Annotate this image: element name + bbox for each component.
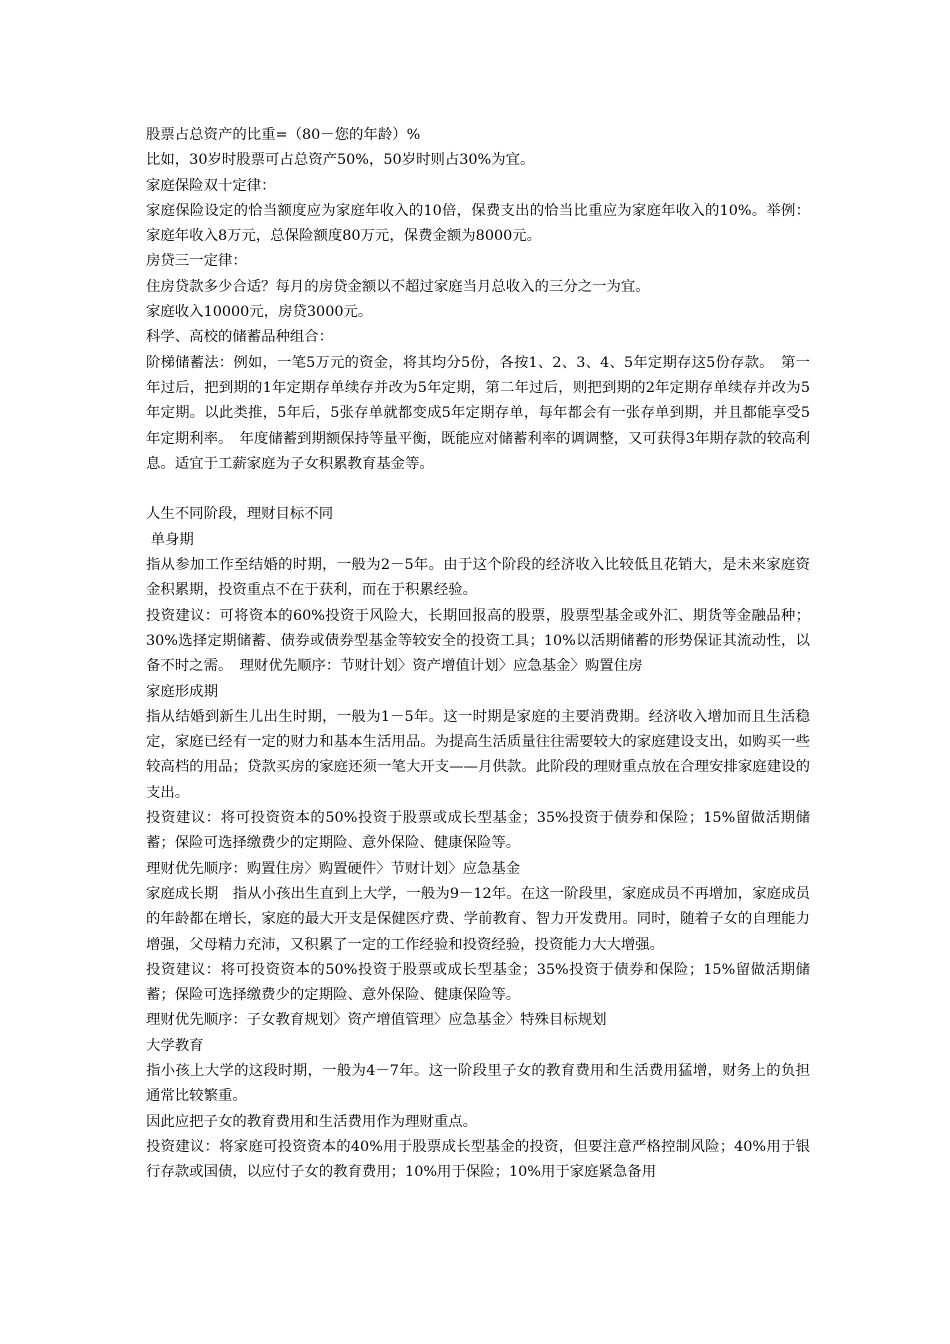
family-formation-text: 指从结婚到新生儿出生时期，一般为1－5年。这一时期是家庭的主要消费期。经济收入增加而且生活稳定，家庭已经有一定的财力和基本生活用品。为提高生活质量往往需要较大的家庭建设支出，如购买一些较高档的用品；贷款买房的家庭还须一笔大开支——月供款。此阶段的理财重点放在合理安排家庭建设的支出。 — [146, 708, 810, 801]
family-growth-priority: 理财优先顺序：子女教育规划〉资产增值管理〉应急基金〉特殊目标规划 — [146, 1012, 607, 1029]
college-stage-advice: 投资建议：将家庭可投资资本的40%用于股票成长型基金的投资，但要注意严格控制风险；40%用于银行存款或国债，以应付子女的教育费用；10%用于保险；10%用于家庭紧急备用 — [146, 1138, 810, 1181]
mortgage-rule-heading: 房贷三一定律： — [146, 253, 247, 270]
mortgage-rule-example: 家庭收入10000元，房贷3000元。 — [146, 304, 373, 321]
single-stage-heading: 单身期 — [146, 531, 194, 548]
insurance-rule-heading: 家庭保险双十定律： — [146, 177, 276, 194]
blank-line — [146, 477, 810, 502]
college-stage-focus: 因此应把子女的教育费用和生活费用作为理财重点。 — [146, 1113, 477, 1130]
family-formation-priority: 理财优先顺序：购置住房〉购置硬件〉节财计划〉应急基金 — [146, 860, 521, 877]
family-growth-text: 家庭成长期 指从小孩出生直到上大学，一般为9－12年。在这一阶段里，家庭成员不再增加，家庭成员的年龄都在增长，家庭的最大开支是保健医疗费、学前教育、智力开发费用。同时，随着子女的自理能力增强，父母精力充沛，又积累了一定的工作经验和投资经验，投资能力大大增强。 — [146, 885, 810, 953]
ladder-savings-text: 阶梯储蓄法：例如，一笔5万元的资金，将其均分5份，各按1、2、3、4、5年定期存这5份存款。 第一年过后，把到期的1年定期存单续存并改为5年定期，第二年过后，则把到期的2年定期存单续存并改为5年定期。以此类推，5年后，5张存单就都变成5年定期存单，每年都会有一张存单到期，并且都能享受5年定期利率。 年度储蓄到期额保持等量平衡，既能应对储蓄利率的调调整，又可获得3年期存款的较高利息。适宜于工薪家庭为子女积累教育基金等。 — [146, 354, 810, 472]
savings-combo-heading: 科学、高校的储蓄品种组合： — [146, 329, 334, 346]
single-stage-advice: 投资建议：可将资本的60%投资于风险大，长期回报高的股票，股票型基金或外汇、期货等金融品种；30%选择定期储蓄、债券或债券型基金等较安全的投资工具；10%以活期储蓄的形势保证其流动性，以备不时之需。 理财优先顺序：节财计划〉资产增值计划〉应急基金〉购置住房 — [146, 607, 810, 675]
family-formation-advice: 投资建议：将可投资资本的50%投资于股票或成长型基金；35%投资于债券和保险；15%留做活期储蓄；保险可选择缴费少的定期险、意外保险、健康保险等。 — [146, 810, 810, 852]
stock-ratio-example: 比如，30岁时股票可占总资产50%，50岁时则占30%为宜。 — [146, 152, 535, 169]
college-stage-heading: 大学教育 — [146, 1037, 204, 1054]
document-body — [146, 123, 810, 1185]
family-growth-advice: 投资建议：将可投资资本的50%投资于股票或成长型基金；35%投资于债券和保险；15%留做活期储蓄；保险可选择缴费少的定期险、意外保险、健康保险等。 — [146, 961, 810, 1004]
mortgage-rule-text: 住房贷款多少合适？每月的房贷金额以不超过家庭当月总收入的三分之一为宜。 — [146, 278, 650, 295]
college-stage-text: 指小孩上大学的这段时期，一般为4－7年。这一阶段里子女的教育费用和生活费用猛增，财务上的负担通常比较繁重。 — [146, 1062, 810, 1105]
insurance-rule-text: 家庭保险设定的恰当额度应为家庭年收入的10倍，保费支出的恰当比重应为家庭年收入的10%。举例：家庭年收入8万元，总保险额度80万元，保费金额为8000元。 — [146, 202, 810, 245]
stock-ratio-formula: 股票占总资产的比重=（80－您的年龄）% — [146, 127, 421, 143]
life-stage-heading: 人生不同阶段，理财目标不同 — [146, 506, 334, 523]
family-formation-heading: 家庭形成期 — [146, 683, 218, 700]
single-stage-text: 指从参加工作至结婚的时期，一般为2－5年。由于这个阶段的经济收入比较低且花销大，是未来家庭资金积累期，投资重点不在于获利，而在于积累经验。 — [146, 557, 810, 599]
